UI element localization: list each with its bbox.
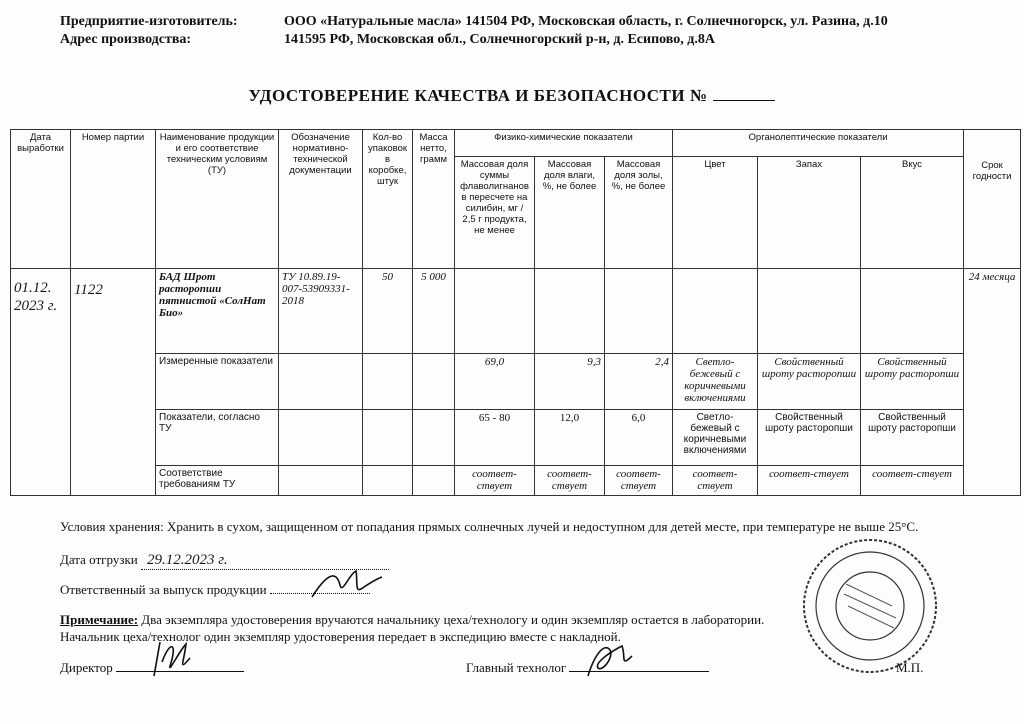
note-line-2: Начальник цеха/технолог один экземпляр удостоверения передает в экспедицию вместе с накладной. xyxy=(60,629,621,644)
compliance-color: соответ-ствует xyxy=(673,466,758,496)
pack-quantity: 50 xyxy=(363,269,413,354)
manufacturer-label: Предприятие-изготовитель: xyxy=(60,14,238,29)
physchem-group-header: Физико-химические показатели xyxy=(455,130,673,157)
quality-table xyxy=(10,129,1021,496)
empty-cell xyxy=(363,466,413,496)
tech-label: Главный технолог xyxy=(466,660,567,675)
official-stamp-icon xyxy=(798,534,948,684)
measured-label: Измеренные показатели xyxy=(156,354,279,410)
note-text: Два экземпляра удостоверения вручаются начальнику цеха/технологу и один экземпляр остается в лаборатории. xyxy=(138,612,765,627)
address-value: 141595 РФ, Московская обл., Солнечногорский р-н, д. Есипово, д.8А xyxy=(284,32,715,47)
spec-taste: Свойственный шроту расторопши xyxy=(861,410,964,466)
batch-number-cell xyxy=(71,269,156,496)
empty-cell xyxy=(279,410,363,466)
compliance-row xyxy=(11,466,1021,496)
empty-cell xyxy=(673,269,758,354)
organo-group-header: Органолептические показатели xyxy=(673,130,964,157)
normative-doc: ТУ 10.89.19-007-53909331-2018 xyxy=(279,269,363,354)
product-row xyxy=(11,269,1021,354)
spec-label: Показатели, согласно ТУ xyxy=(156,410,279,466)
empty-cell xyxy=(279,354,363,410)
stamp-place-label: М.П. xyxy=(896,660,924,675)
col-doc-header: Обозначение нормативно-технической документации xyxy=(279,130,363,269)
empty-cell xyxy=(605,269,673,354)
col-batch-header: Номер партии xyxy=(71,130,156,269)
director-label: Директор xyxy=(60,660,113,675)
number-blank xyxy=(713,88,775,101)
spec-ash: 6,0 xyxy=(605,410,673,466)
col-moist-header: Массовая доля влаги, %, не более xyxy=(535,157,605,269)
compliance-moist: соответ-ствует xyxy=(535,466,605,496)
product-name: БАД Шрот расторопши пятнистой «СолНат Био» xyxy=(156,269,279,354)
spec-flav: 65 - 80 xyxy=(455,410,535,466)
spec-row xyxy=(11,410,1021,466)
col-mass-header: Масса нетто, грамм xyxy=(413,130,455,269)
empty-cell xyxy=(455,269,535,354)
empty-cell xyxy=(413,354,455,410)
responsible-label: Ответственный за выпуск продукции xyxy=(60,582,267,597)
compliance-taste: соответ-ствует xyxy=(861,466,964,496)
empty-cell xyxy=(279,466,363,496)
measured-moist: 9,3 xyxy=(535,354,605,410)
empty-cell xyxy=(413,410,455,466)
shelf-life: 24 месяца xyxy=(964,269,1021,496)
title-text: УДОСТОВЕРЕНИЕ КАЧЕСТВА И БЕЗОПАСНОСТИ № xyxy=(248,86,708,105)
responsible-signature-icon xyxy=(306,565,386,605)
empty-cell xyxy=(535,269,605,354)
director-signature-icon xyxy=(140,632,200,682)
tech-signature-icon xyxy=(580,636,640,682)
compliance-ash: соответ-ствует xyxy=(605,466,673,496)
col-shelf-header: Срок годности xyxy=(964,130,1021,269)
address-label: Адрес производства: xyxy=(60,32,192,47)
production-date-handwritten: 01.12. 2023 г. xyxy=(14,280,58,314)
measured-taste: Свойственный шроту расторопши xyxy=(861,354,964,410)
spec-color: Светло-бежевый с коричневыми включениями xyxy=(673,410,758,466)
measured-row xyxy=(11,354,1021,410)
measured-flav: 69,0 xyxy=(455,354,535,410)
col-flav-header: Массовая доля суммы флаволигнанов в пересчете на силибин, мг / 2,5 г продукта, не менее xyxy=(455,157,535,269)
document-title xyxy=(0,86,1024,106)
spec-smell: Свойственный шроту расторопши xyxy=(758,410,861,466)
empty-cell xyxy=(861,269,964,354)
empty-cell xyxy=(413,466,455,496)
storage-conditions: Условия хранения: Хранить в сухом, защищенном от попадания прямых солнечных лучей и недоступном для детей месте, при температуре не выше 25°С. xyxy=(60,519,919,534)
compliance-flav: соответ-ствует xyxy=(455,466,535,496)
col-qty-header: Кол-во упаковок в коробке, штук xyxy=(363,130,413,269)
manufacturer-value: ООО «Натуральные масла» 141504 РФ, Московская область, г. Солнечногорск, ул. Разина, д.10 xyxy=(284,14,888,29)
col-ash-header: Массовая доля золы, %, не более xyxy=(605,157,673,269)
shipping-date-handwritten: 29.12.2023 г. xyxy=(147,552,228,568)
note-label: Примечание: xyxy=(60,612,139,627)
empty-cell xyxy=(363,410,413,466)
measured-smell: Свойственный шроту расторопши xyxy=(758,354,861,410)
batch-number-handwritten: 1122 xyxy=(74,282,103,298)
net-mass: 5 000 xyxy=(413,269,455,354)
empty-cell xyxy=(758,269,861,354)
note-line-1 xyxy=(60,612,764,628)
measured-ash: 2,4 xyxy=(605,354,673,410)
col-taste-header: Вкус xyxy=(861,157,964,269)
col-smell-header: Запах xyxy=(758,157,861,269)
col-color-header: Цвет xyxy=(673,157,758,269)
compliance-smell: соответ-ствует xyxy=(758,466,861,496)
spec-moist: 12,0 xyxy=(535,410,605,466)
measured-color: Светло-бежевый с коричневыми включениями xyxy=(673,354,758,410)
production-date-cell xyxy=(11,269,71,496)
col-date-header: Дата выработки xyxy=(11,130,71,269)
shipping-date-label: Дата отгрузки xyxy=(60,552,138,567)
empty-cell xyxy=(363,354,413,410)
col-name-header: Наименование продукции и его соответствие техническим условиям (ТУ) xyxy=(156,130,279,269)
compliance-label: Соответствие требованиям ТУ xyxy=(156,466,279,496)
